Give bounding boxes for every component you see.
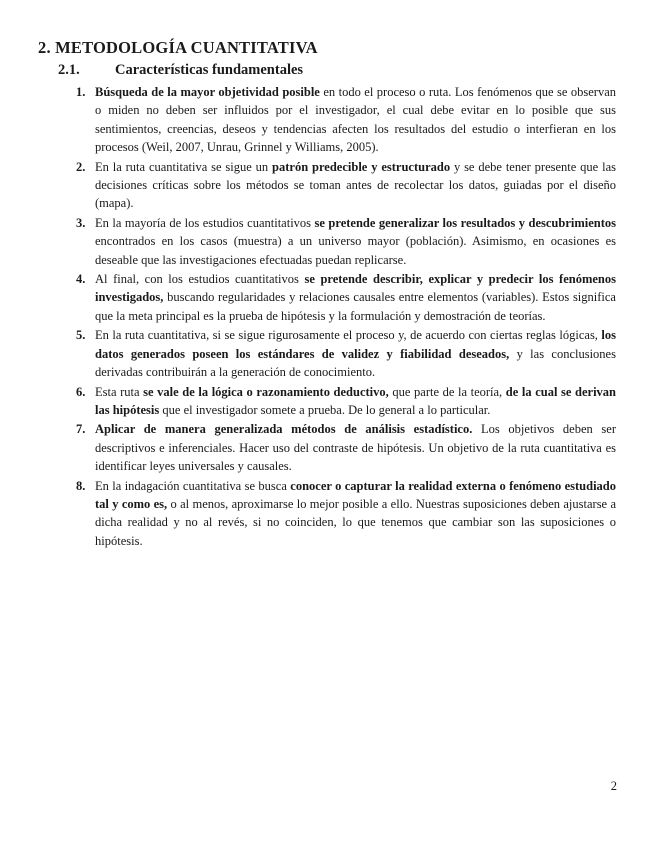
item-bold-text: se pretende describir, explicar y predecir los fenómenos investigados, — [95, 272, 616, 305]
item-bold-text: se pretende generalizar los resultados y descubrimientos — [314, 215, 617, 230]
item-text: y las conclusiones derivadas contribuirán a la generación de conocimiento. — [95, 346, 616, 380]
item-text: En la ruta cuantitativa se sigue un — [95, 159, 273, 174]
item-text: encontrados en los casos (muestra) a un universo mayor (población). Asimismo, en ocasiones es deseable que las investigaciones efectuadas puedan replicarse. — [95, 234, 616, 267]
list-item — [0, 383, 655, 420]
item-text: o al menos, aproximarse lo mejor posible a ello. Nuestras suposiciones deben ajustarse a dicha realidad y no al revés, si no coinciden, lo que tenemos que cambiar son las suposiciones o hipótesis. — [95, 496, 617, 548]
list-item — [0, 83, 655, 157]
list-item — [0, 477, 655, 551]
item-bold-text: Búsqueda de la mayor objetividad posible — [95, 85, 320, 99]
item-bold-text: los datos generados poseen los estándares de validez y fiabilidad deseados, — [95, 328, 616, 361]
item-text: Los objetivos deben ser descriptivos e inferenciales. Hacer uso del contraste de hipótesis. Un objetivo de la ruta cuantitativa es identificar leyes universales y causales. — [95, 422, 616, 474]
item-text: En la indagación cuantitativa se busca — [95, 478, 291, 493]
characteristics-list — [0, 83, 655, 551]
subsection-heading — [58, 62, 303, 79]
item-text: que el investigador somete a prueba. De lo general a lo particular. — [159, 402, 491, 417]
item-number: 6. — [76, 384, 86, 399]
section-heading: 2. METODOLOGÍA CUANTITATIVA — [38, 38, 318, 57]
item-bold-text: patrón predecible y estructurado — [272, 159, 451, 174]
item-text: En la ruta cuantitativa, si se sigue rigurosamente el proceso y, de acuerdo con ciertas reglas lógicas, — [95, 328, 602, 343]
item-text: que parte de la teoría, — [388, 384, 506, 399]
item-number: 1. — [76, 85, 86, 99]
list-item — [0, 158, 655, 213]
item-number: 8. — [76, 478, 86, 493]
item-bold-text: de la cual se derivan las hipótesis — [95, 384, 616, 417]
item-text: En la mayoría de los estudios cuantitativos — [95, 215, 315, 230]
list-item — [0, 214, 655, 269]
list-item — [0, 326, 655, 381]
item-text: en todo el proceso o ruta. Los fenómenos que se observan o miden no deben ser influidos por el investigador, el cual debe evitar en lo posible que sus sentimientos, creencias, deseos y tendencias afecten los resultados del estudio o interfieran en los procesos (Weil, 2007, Unrau, Grinnel y Williams, 2005). — [95, 85, 617, 155]
item-bold-text: Aplicar de manera generalizada métodos de análisis estadístico. — [95, 422, 473, 437]
page-number: 2 — [610, 779, 617, 793]
item-number: 4. — [76, 272, 86, 287]
item-text: buscando regularidades y relaciones causales entre elementos (variables). Estos significa que la meta principal es la prueba de hipótesis y la formulación y demostración de teorías. — [95, 290, 616, 323]
item-number: 3. — [76, 215, 86, 230]
subsection-number: 2.1. — [58, 62, 80, 78]
item-number: 5. — [76, 328, 86, 343]
item-text: Esta ruta — [95, 384, 144, 399]
list-item — [0, 270, 655, 325]
item-bold-text: se vale de la lógica o razonamiento deductivo, — [143, 384, 389, 399]
item-number: 2. — [76, 159, 86, 174]
item-bold-text: conocer o capturar la realidad externa o fenómeno estudiado tal y como es, — [95, 478, 616, 511]
item-text: y se debe tener presente que las decisiones críticas sobre los métodos se toman antes de recolectar los datos, guiadas por el diseño (mapa). — [95, 159, 616, 211]
item-number: 7. — [76, 422, 86, 437]
item-text: Al final, con los estudios cuantitativos — [95, 272, 305, 287]
subsection-title: Características fundamentales — [115, 62, 304, 78]
list-item — [0, 420, 655, 475]
